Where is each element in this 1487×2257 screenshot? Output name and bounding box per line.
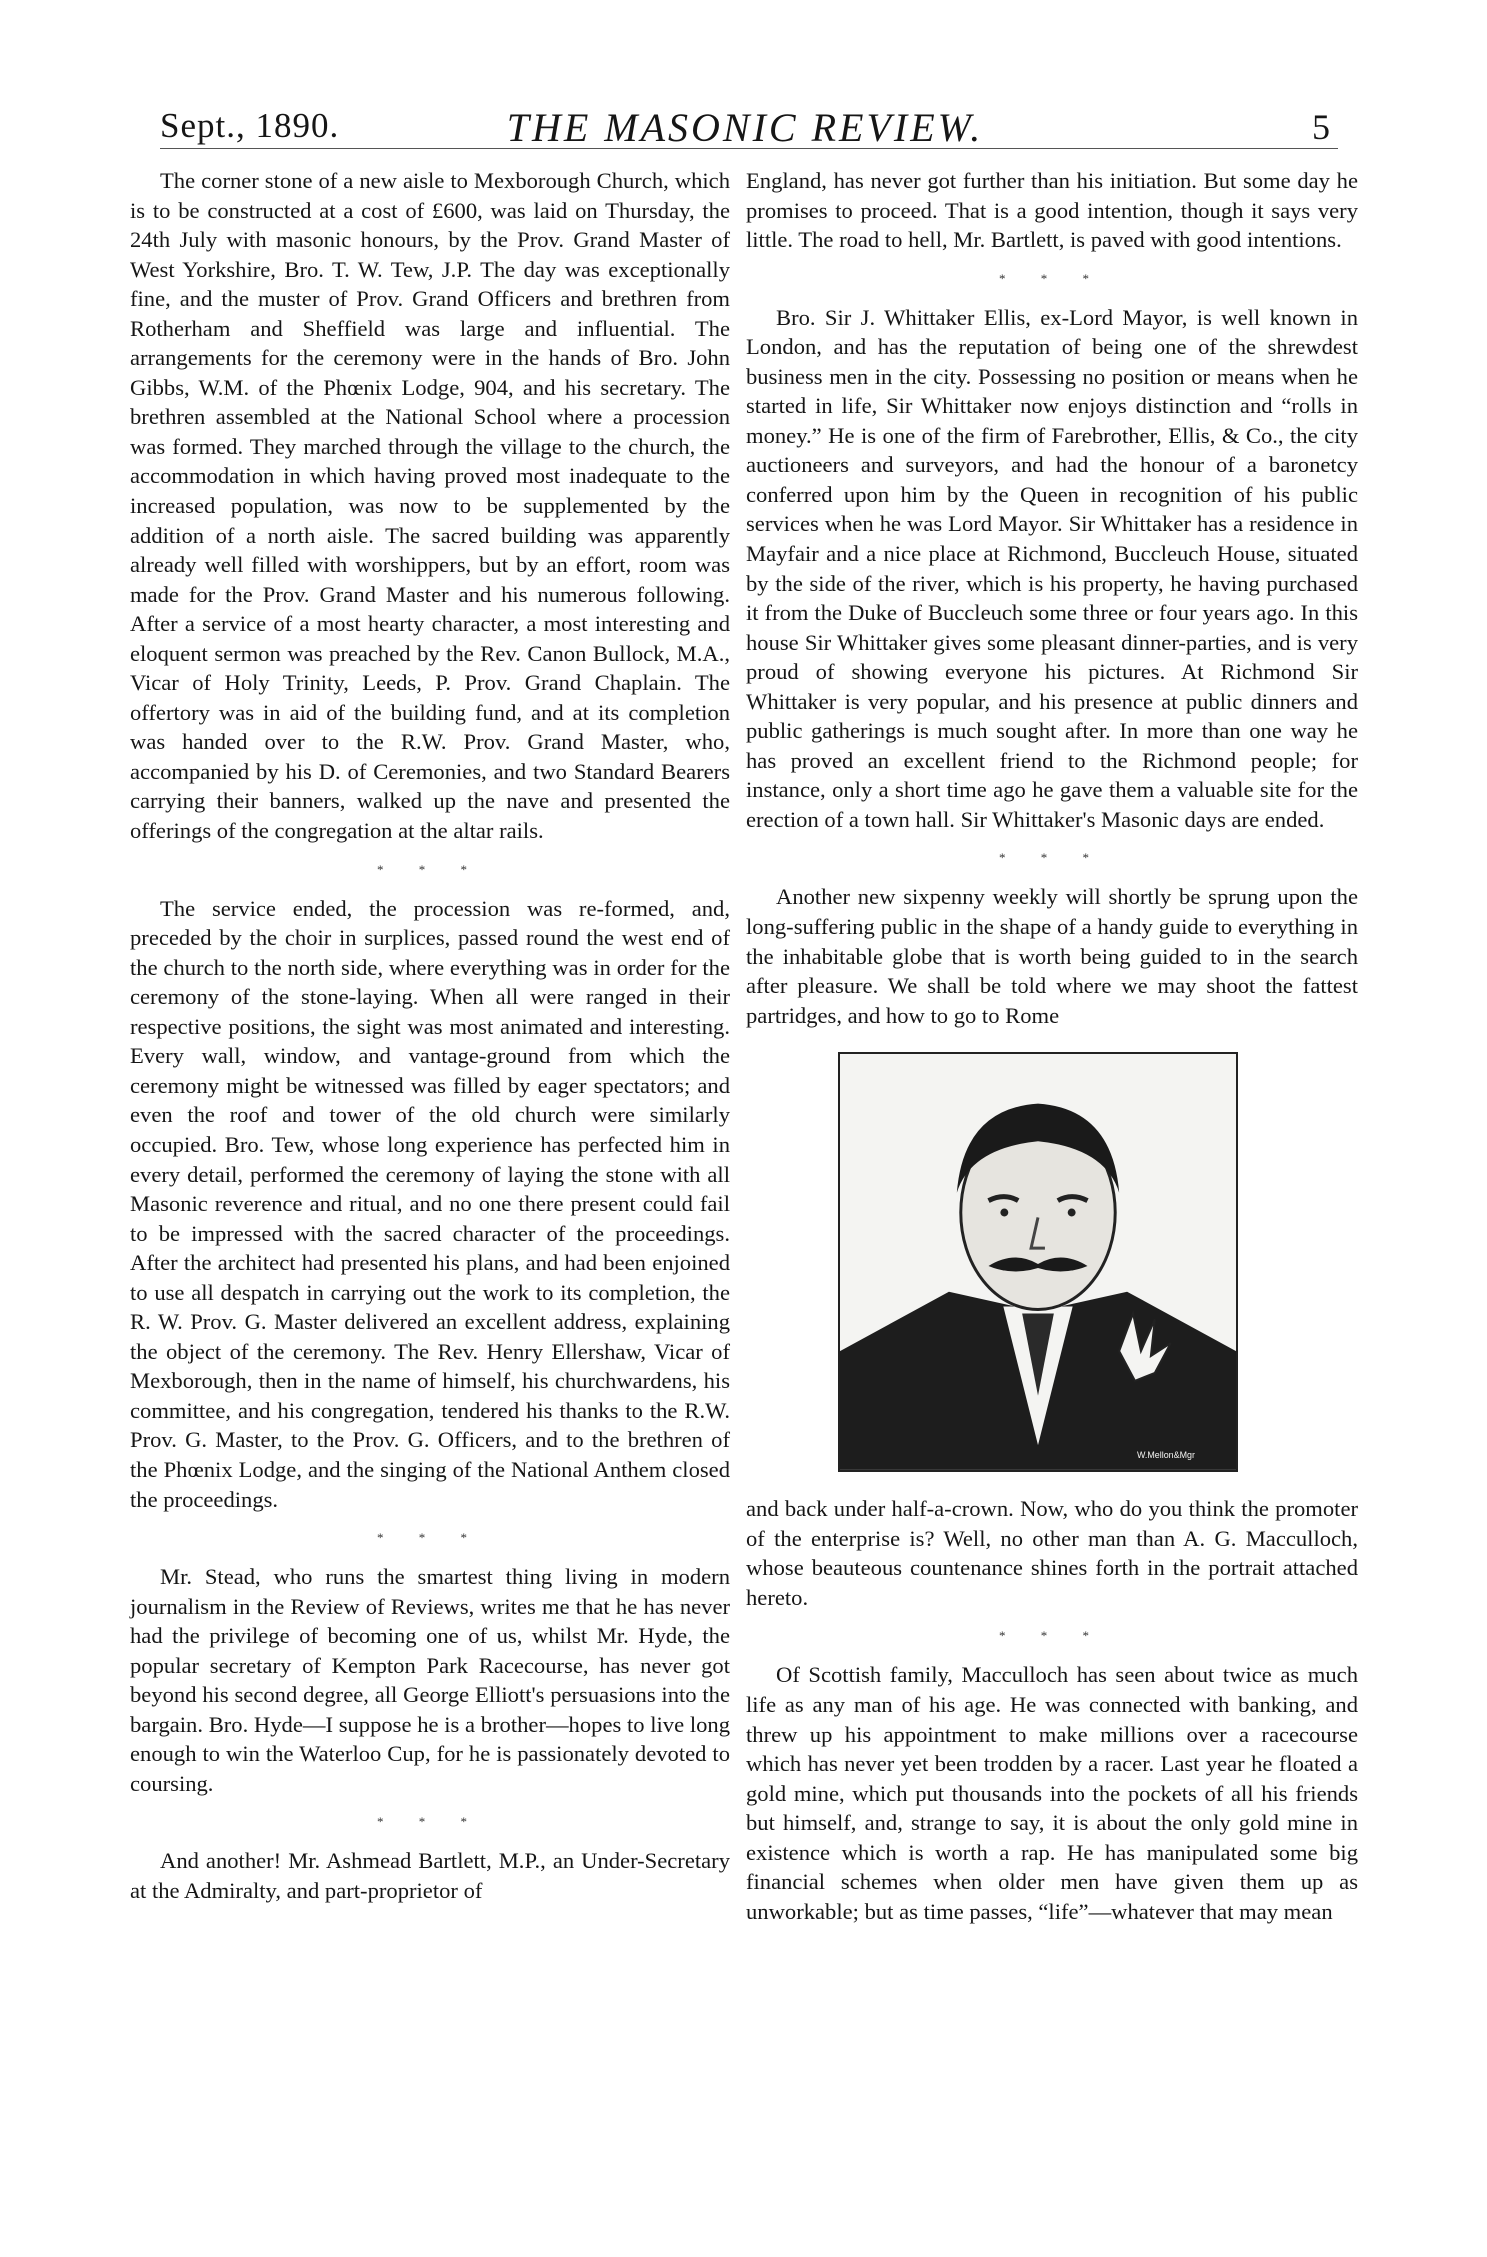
publication-title: THE MASONIC REVIEW. xyxy=(506,105,984,150)
issue-date: Sept., 1890. xyxy=(160,106,340,145)
svg-text:W.Mellon&Mgr: W.Mellon&Mgr xyxy=(1137,1450,1195,1461)
section-separator: * * * xyxy=(377,861,483,877)
left-column xyxy=(130,166,730,1906)
section-separator: * * * xyxy=(999,1628,1105,1644)
right-column xyxy=(746,166,1358,1926)
portrait-engraving xyxy=(840,1054,1236,1470)
section-separator: * * * xyxy=(999,270,1105,286)
portrait-image xyxy=(838,1052,1238,1472)
article-mexborough: The corner stone of a new aisle to Mexborough Church, which is to be constructed at a cost of £600, was laid on Thursday, the 24th July with masonic honours, by the Prov. Grand Master of West Yorkshire, Bro. T. W. Tew, J.P. The day was exceptionally fine, and the muster of Prov. Grand Officers and brethren from Rotherham and Sheffield was large and influential. The arrangements for the ceremony were in the hands of Bro. John Gibbs, W.M. of the Phœnix Lodge, 904, and his secretary. The brethren assembled at the National School where a procession was formed. They marched through the village to the church, the accommodation in which having proved most inadequate to the increased population, was now to be supplemented by the addition of a north aisle. The sacred building was apparently already well filled with worshippers, but by an effort, room was made for the Prov. Grand Master and his numerous following. After a service of a most hearty character, a most interesting and eloquent sermon was preached by the Rev. Canon Bullock, M.A., Vicar of Holy Trinity, Leeds, P. Prov. Grand Chaplain. The offertory was in aid of the building fund, and at its completion was handed over to the R.W. Prov. Grand Master, who, accompanied by his D. of Ceremonies, and two Standard Bearers carrying their banners, walked up the nave and presented the offerings of the congregation at the altar rails. xyxy=(130,168,730,844)
section-separator: * * * xyxy=(377,1814,483,1830)
page-header xyxy=(160,100,1330,150)
article-ellis: Bro. Sir J. Whittaker Ellis, ex-Lord Mayor, is well known in London, and has the reputation of being one of the shrewdest business men in the city. Possessing no position or means when he started in life, Sir Whittaker now enjoys distinction and “rolls in money.” He is one of the firm of Farebrother, Ellis, & Co., the city auctioneers and surveyors, and had the honour of a baronetcy conferred upon him by the Queen in recognition of his public services when he was Lord Mayor. Sir Whittaker has a residence in Mayfair and a nice place at Richmond, Buccleuch House, situated by the side of the river, which is his property, he having purchased it from the Duke of Buccleuch some three or four years ago. In this house Sir Whittaker gives some pleasant dinner-parties, and is very proud of showing everyone his pictures. At Richmond Sir Whittaker is very popular, and his presence at public dinners and public gatherings is much sought after. In more than one way he has proved an excellent friend to the Richmond people; for instance, only a short time ago he gave them a valuable site for the erection of a town hall. Sir Whittaker's Masonic days are ended. xyxy=(746,304,1358,832)
article-stead: Mr. Stead, who runs the smartest thing living in modern journalism in the Review of Reviews, writes me that he has never had the privilege of becoming one of us, whilst Mr. Hyde, the popular secretary of Kempton Park Racecourse, has never got beyond his second degree, all George Elliott's persuasions into the bargain. Bro. Hyde—I suppose he is a brother—hopes to live long enough to win the Waterloo Cup, for he is passionately devoted to coursing. xyxy=(130,1564,730,1796)
page-number: 5 xyxy=(1312,107,1330,147)
article-bartlett-continued: England, has never got further than his initiation. But some day he promises to proceed. That is a good intention, though it says very little. The road to hell, Mr. Bartlett, is paved with good intentions. xyxy=(746,168,1358,253)
section-separator: * * * xyxy=(377,1530,483,1546)
article-bartlett: And another! Mr. Ashmead Bartlett, M.P., an Under-Secretary at the Admiralty, and part-proprietor of xyxy=(130,1848,730,1903)
section-separator: * * * xyxy=(999,850,1105,866)
article-macculloch: Of Scottish family, Macculloch has seen about twice as much life as any man of his age. He was connected with banking, and threw up his appointment to make millions over a racecourse which has never yet been trodden by a racer. Last year he floated a gold mine, which put thousands into the pockets of all his friends but himself, and, strange to say, it is about the only gold mine in existence which is worth a rap. He has manipulated some big financial schemes when older men have given them up as unworkable; but as time passes, “life”—whatever that may mean xyxy=(746,1662,1358,1924)
article-stone-laying: The service ended, the procession was re-formed, and, preceded by the choir in surplices, passed round the west end of the church to the north side, where everything was in order for the ceremony of the stone-laying. When all were ranged in their respective positions, the sight was most animated and interesting. Every wall, window, and vantage-ground from which the ceremony might be witnessed was filled by eager spectators; and even the roof and tower of the old church were similarly occupied. Bro. Tew, whose long experience has perfected him in every detail, performed the ceremony of laying the stone with all Masonic reverence and ritual, and no one there present could fail to be impressed with the sacred character of the proceedings. After the architect had presented his plans, and had been enjoined to use all despatch in carrying out the work to its completion, the R. W. Prov. G. Master delivered an excellent address, explaining the object of the ceremony. The Rev. Henry Ellershaw, Vicar of Mexborough, then in the name of himself, his churchwardens, his committee, and his congregation, tendered his thanks to the R.W. Prov. G. Master, to the Prov. G. Officers, and to the brethren of the Phœnix Lodge, and the singing of the National Anthem closed the proceedings. xyxy=(130,895,730,1512)
article-weekly-continued: and back under half-a-crown. Now, who do you think the promoter of the enterprise is? Well, no other man than A. G. Macculloch, whose beauteous countenance shines forth in the portrait attached hereto. xyxy=(746,1496,1358,1610)
article-weekly: Another new sixpenny weekly will shortly be sprung upon the long-suffering public in the shape of a handy guide to everything in the inhabitable globe that is worth being guided to in the search after pleasure. We shall be told where we may shoot the fattest partridges, and how to go to Rome xyxy=(746,884,1358,1028)
header-rule xyxy=(160,148,1338,149)
